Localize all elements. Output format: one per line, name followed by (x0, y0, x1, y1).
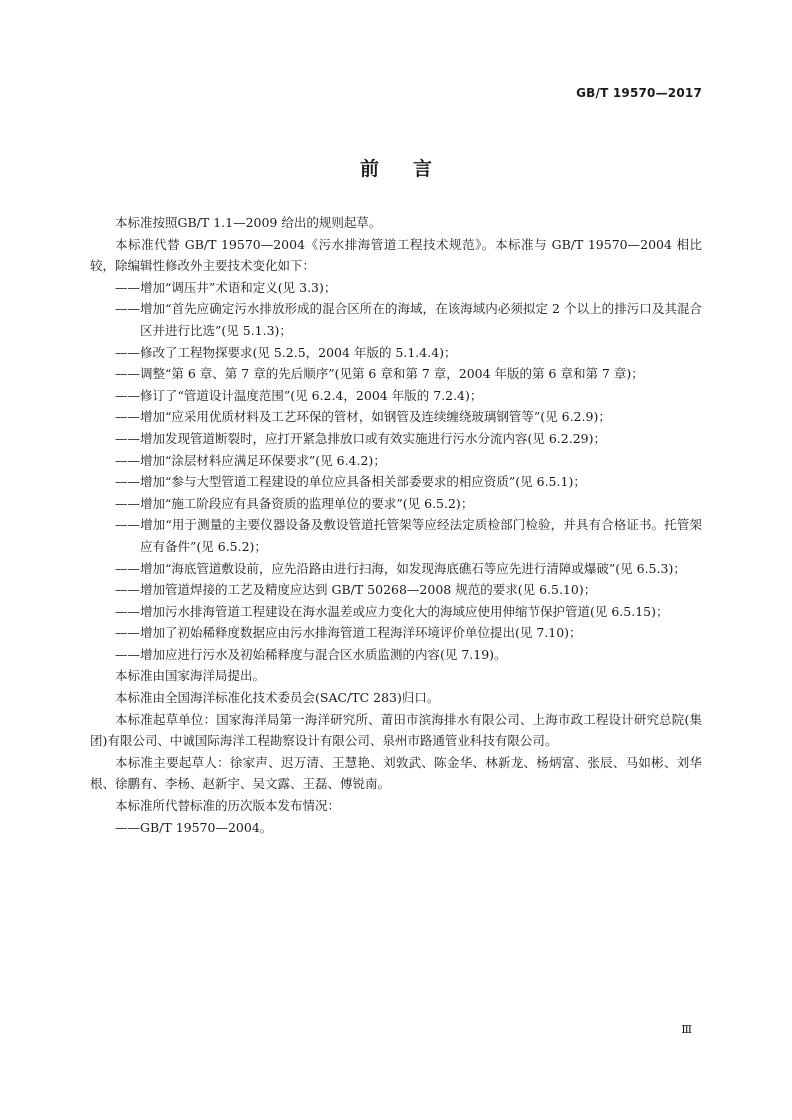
closing-paragraph: 本标准主要起草人：徐家声、迟万清、王慧艳、刘敦武、陈金华、林新龙、杨炳富、张辰、马如彬、刘华根、徐鹏有、李杨、赵新宇、吴文露、王磊、傅锐南。 (90, 754, 702, 792)
page-number: Ⅲ (681, 1023, 691, 1036)
change-item: ——增加“首先应确定污水排放形成的混合区所在的海域，在该海域内必须拟定 2 个以上的排污口及其混合区并进行比选”(见 5.1.3)； (115, 301, 702, 338)
closing-paragraph: 本标准由国家海洋局提出。 (115, 668, 266, 684)
change-item: ——增加“参与大型管道工程建设的单位应具备相关部委要求的相应资质”(见 6.5.1)； (115, 474, 586, 490)
change-item: ——增加“调压井”术语和定义(见 3.3)； (115, 279, 337, 295)
change-item: ——增加污水排海管道工程建设在海水温差或应力变化大的海域应使用伸缩节保护管道(见 6.5.15)； (115, 603, 669, 619)
change-item: ——增加发现管道断裂时，应打开紧急排放口或有效实施进行污水分流内容(见 6.2.29)； (115, 430, 606, 446)
standard-number: GB/T 19570—2017 (576, 86, 702, 100)
change-item: ——调整“第 6 章、第 7 章的先后顺序”(见第 6 章和第 7 章，2004 年版的第 6 章和第 7 章)； (115, 366, 644, 382)
change-item: ——修订了“管道设计温度范围”(见 6.2.4，2004 年版的 7.2.4)； (115, 387, 483, 403)
closing-paragraph: 本标准起草单位：国家海洋局第一海洋研究所、莆田市滨海排水有限公司、上海市政工程设计研究总院(集团)有限公司、中诚国际海洋工程勘察设计有限公司、泉州市路通管业科技有限公司。 (90, 711, 702, 749)
page-title: 前言 (359, 158, 466, 180)
change-item: ——增加“施工阶段应有具备资质的监理单位的要求”(见 6.5.2)； (115, 495, 474, 511)
intro-paragraph: 本标准代替 GB/T 19570—2004《污水排海管道工程技术规范》。本标准与 GB/T 19570—2004 相比较，除编辑性修改外主要技术变化如下： (90, 236, 702, 274)
change-item: ——增加“涂层材料应满足环保要求”(见 6.4.2)； (115, 452, 386, 468)
change-item: ——修改了工程物探要求(见 5.2.5，2004 年版的 5.1.4.4)； (115, 344, 457, 360)
change-item: ——增加“用于测量的主要仪器设备及敷设管道托管架等应经法定质检部门检验，并具有合格证书。托管架应有备件”(见 6.5.2)； (115, 517, 702, 554)
preface-body (90, 212, 702, 838)
change-item: ——增加应进行污水及初始稀释度与混合区水质监测的内容(见 7.19)。 (115, 646, 507, 662)
change-item: ——增加“应采用优质材料及工艺环保的管材，如钢管及连续缠绕玻璃钢管等”(见 6.2.9)； (115, 409, 611, 425)
intro-paragraph: 本标准按照GB/T 1.1—2009 给出的规则起草。 (115, 215, 382, 230)
closing-paragraph: 本标准由全国海洋标准化技术委员会(SAC/TC 283)归口。 (115, 690, 440, 706)
change-item: ——增加了初始稀释度数据应由污水排海管道工程海洋环境评价单位提出(见 7.10)； (115, 625, 582, 641)
closing-paragraph: 本标准所代替标准的历次版本发布情况： (115, 798, 341, 814)
history-item: ——GB/T 19570—2004。 (115, 819, 273, 835)
change-item: ——增加管道焊接的工艺及精度应达到 GB/T 50268—2008 规范的要求(见 6.5.10)； (115, 582, 597, 598)
change-item: ——增加“海底管道敷设前，应先沿路由进行扫海，如发现海底礁石等应先进行清障或爆破”(见 6.5.3)； (115, 560, 686, 576)
changes-list (90, 277, 702, 666)
